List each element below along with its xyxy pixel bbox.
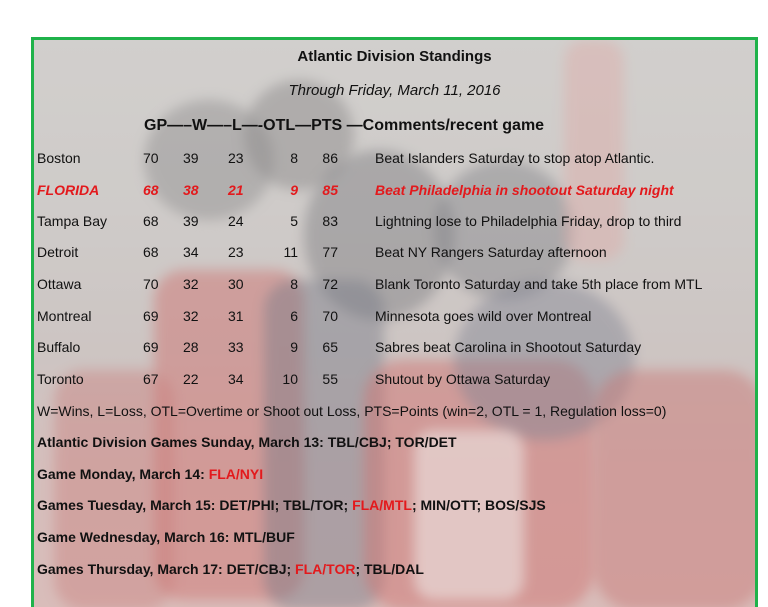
schedule-line: [37, 466, 263, 482]
cell-team: Boston: [37, 150, 81, 166]
cell-gp: 70: [143, 150, 159, 166]
cell-l: 24: [228, 213, 244, 229]
cell-gp: 68: [143, 213, 159, 229]
cell-pts: 70: [322, 308, 338, 324]
cell-w: 32: [183, 276, 199, 292]
cell-gp: 68: [143, 244, 159, 260]
cell-pts: 85: [322, 182, 338, 198]
schedule-text: ; TBL/DAL: [355, 561, 424, 577]
schedule-text: ; MIN/OTT; BOS/SJS: [411, 497, 546, 513]
cell-w: 32: [183, 308, 199, 324]
cell-pts: 83: [322, 213, 338, 229]
cell-pts: 72: [322, 276, 338, 292]
cell-l: 23: [228, 150, 244, 166]
cell-team: Buffalo: [37, 339, 81, 355]
schedule-line: [37, 497, 546, 513]
cell-w: 34: [183, 244, 199, 260]
cell-otl: 9: [290, 339, 298, 355]
cell-comment: Lightning lose to Philadelphia Friday, drop to third: [375, 213, 682, 229]
cell-gp: 70: [143, 276, 159, 292]
schedule-line: [37, 561, 424, 577]
cell-otl: 8: [290, 150, 298, 166]
cell-team: Toronto: [37, 371, 84, 387]
cell-otl: 9: [290, 182, 298, 198]
standings-frame: [31, 37, 758, 607]
page-subtitle: Through Friday, March 11, 2016: [288, 82, 501, 99]
cell-gp: 67: [143, 371, 159, 387]
schedule-text: Games Thursday, March 17: DET/CBJ;: [37, 561, 296, 577]
cell-w: 22: [183, 371, 199, 387]
cell-comment: Beat NY Rangers Saturday afternoon: [375, 244, 607, 260]
page-title: Atlantic Division Standings: [297, 48, 492, 65]
cell-comment: Beat Philadelphia in shootout Saturday night: [375, 182, 674, 198]
cell-l: 23: [228, 244, 244, 260]
cell-l: 21: [228, 182, 244, 198]
cell-otl: 5: [290, 213, 298, 229]
cell-comment: Shutout by Ottawa Saturday: [375, 371, 551, 387]
cell-team: Ottawa: [37, 276, 82, 292]
cell-comment: Beat Islanders Saturday to stop atop Atlantic.: [375, 150, 655, 166]
cell-team: FLORIDA: [37, 182, 100, 198]
schedule-line: [37, 529, 295, 545]
schedule-text: Atlantic Division Games Sunday, March 13: TBL/CBJ; TOR/DET: [37, 434, 457, 450]
legend-text: W=Wins, L=Loss, OTL=Overtime or Shoot out Loss, PTS=Points (win=2, OTL = 1, Regulation loss=0): [37, 403, 667, 419]
standings-content: [34, 40, 755, 607]
cell-pts: 65: [322, 339, 338, 355]
cell-otl: 8: [290, 276, 298, 292]
cell-otl: 11: [283, 244, 298, 260]
cell-gp: 69: [143, 339, 159, 355]
cell-w: 38: [183, 182, 199, 198]
cell-otl: 6: [290, 308, 298, 324]
cell-gp: 68: [143, 182, 159, 198]
cell-pts: 77: [322, 244, 338, 260]
cell-gp: 69: [143, 308, 159, 324]
cell-team: Tampa Bay: [37, 213, 108, 229]
cell-l: 31: [228, 308, 244, 324]
cell-w: 39: [183, 213, 199, 229]
cell-l: 30: [228, 276, 244, 292]
florida-game: FLA/MTL: [352, 497, 412, 513]
schedule-text: Games Tuesday, March 15: DET/PHI; TBL/TOR;: [37, 497, 353, 513]
cell-w: 39: [183, 150, 199, 166]
column-header: GP—–W—–L—-OTL—PTS —Comments/recent game: [144, 117, 545, 134]
florida-game: FLA/TOR: [295, 561, 356, 577]
cell-pts: 86: [322, 150, 338, 166]
schedule-text: Game Wednesday, March 16: MTL/BUF: [37, 529, 295, 545]
cell-team: Montreal: [37, 308, 92, 324]
cell-comment: Sabres beat Carolina in Shootout Saturday: [375, 339, 642, 355]
schedule-text: Game Monday, March 14:: [37, 466, 209, 482]
cell-comment: Minnesota goes wild over Montreal: [375, 308, 592, 324]
florida-game: FLA/NYI: [208, 466, 264, 482]
schedule-line: [37, 434, 457, 450]
cell-pts: 55: [322, 371, 338, 387]
cell-l: 33: [228, 339, 244, 355]
cell-team: Detroit: [37, 244, 79, 260]
cell-l: 34: [228, 371, 244, 387]
cell-comment: Blank Toronto Saturday and take 5th place from MTL: [375, 276, 703, 292]
cell-otl: 10: [282, 371, 298, 387]
cell-w: 28: [183, 339, 199, 355]
